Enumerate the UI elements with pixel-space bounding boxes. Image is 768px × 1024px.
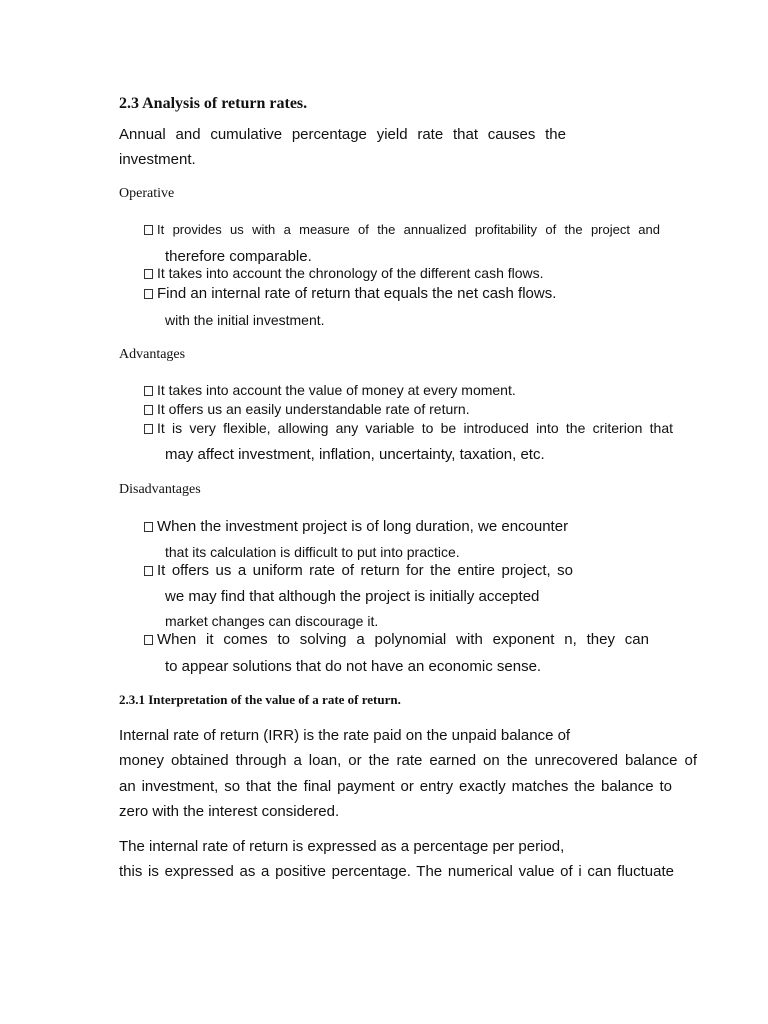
operative-bullet-3-cont: with the initial investment. — [165, 312, 325, 328]
bullet-text: Find an internal rate of return that equals the net cash flows. — [157, 285, 557, 302]
operative-bullet-1 — [144, 222, 661, 237]
irr-paragraph-line-4: zero with the interest considered. — [119, 803, 340, 820]
bullet-box-icon — [144, 225, 153, 235]
irr-paragraph-line-2: money obtained through a loan, or the rate earned on the unrecovered balance of — [119, 752, 697, 769]
advantages-bullet-1 — [144, 382, 516, 398]
advantages-bullet-2 — [144, 401, 470, 417]
bullet-text: When it comes to solving a polynomial with exponent n, they can — [157, 631, 649, 648]
bullet-text: It takes into account the value of money at every moment. — [157, 382, 516, 398]
disadvantages-bullet-1 — [144, 518, 568, 535]
disadvantages-bullet-2 — [144, 562, 574, 579]
bullet-text: It offers us a uniform rate of return for the entire project, so — [157, 562, 573, 579]
bullet-text: It provides us with a measure of the annualized profitability of the project and — [157, 222, 660, 237]
bullet-text: When the investment project is of long duration, we encounter — [157, 518, 569, 535]
bullet-text: It takes into account the chronology of the different cash flows. — [157, 265, 544, 281]
disadvantages-bullet-3 — [144, 631, 650, 648]
disadvantages-bullet-1-cont: that its calculation is difficult to put into practice. — [165, 544, 460, 560]
bullet-box-icon — [144, 522, 153, 532]
bullet-box-icon — [144, 566, 153, 576]
bullet-box-icon — [144, 424, 153, 434]
bullet-box-icon — [144, 289, 153, 299]
operative-heading: Operative — [119, 186, 175, 201]
operative-bullet-1-cont: therefore comparable. — [165, 248, 312, 265]
intro-line-2: investment. — [119, 151, 196, 168]
subsection-title: 2.3.1 Interpretation of the value of a rate of return. — [119, 692, 401, 707]
bullet-box-icon — [144, 269, 153, 279]
bullet-text: It offers us an easily understandable rate of return. — [157, 401, 470, 417]
advantages-heading: Advantages — [119, 347, 186, 362]
disadvantages-bullet-2-cont-1: we may find that although the project is initially accepted — [165, 588, 540, 605]
irr-paragraph-line-1: Internal rate of return (IRR) is the rate paid on the unpaid balance of — [119, 727, 571, 744]
section-title: 2.3 Analysis of return rates. — [119, 95, 308, 112]
disadvantages-bullet-2-cont-2: market changes can discourage it. — [165, 613, 379, 629]
advantages-bullet-3-cont: may affect investment, inflation, uncertainty, taxation, etc. — [165, 446, 545, 463]
bullet-text: It is very flexible, allowing any variable to be introduced into the criterion that — [157, 420, 673, 436]
irr-paragraph-line-3: an investment, so that the final payment or entry exactly matches the balance to — [119, 778, 672, 795]
bullet-box-icon — [144, 405, 153, 415]
advantages-bullet-3 — [144, 420, 674, 436]
bullet-box-icon — [144, 386, 153, 396]
intro-line-1: Annual and cumulative percentage yield rate that causes the — [119, 126, 566, 143]
disadvantages-heading: Disadvantages — [119, 482, 201, 497]
bullet-box-icon — [144, 635, 153, 645]
percentage-paragraph-line-1: The internal rate of return is expressed as a percentage per period, — [119, 838, 565, 855]
operative-bullet-2 — [144, 265, 544, 281]
operative-bullet-3 — [144, 285, 556, 302]
percentage-paragraph-line-2: this is expressed as a positive percentage. The numerical value of i can fluctuate — [119, 863, 674, 880]
disadvantages-bullet-3-cont: to appear solutions that do not have an economic sense. — [165, 658, 542, 675]
